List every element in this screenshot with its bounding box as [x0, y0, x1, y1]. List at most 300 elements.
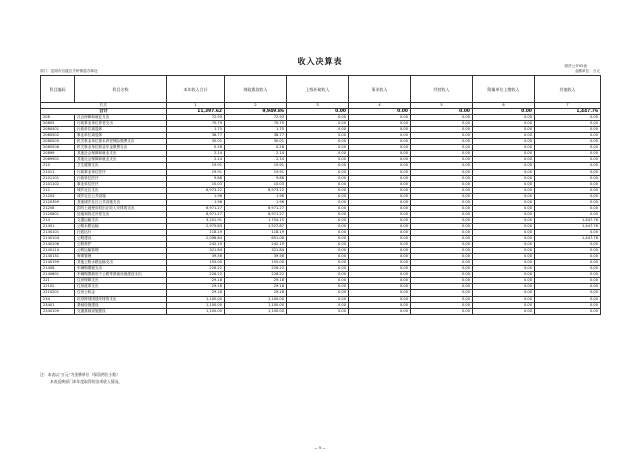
- page-number: — 5 —: [314, 446, 326, 450]
- cell-code: 2140601: [41, 272, 75, 278]
- cell-amount: 0.00: [411, 175, 473, 181]
- cell-amount: 0.00: [535, 199, 601, 205]
- cell-amount: 0.00: [411, 223, 473, 229]
- cell-amount: 0.00: [473, 193, 535, 199]
- cell-amount: 0.00: [535, 254, 601, 260]
- cell-amount: 0.00: [473, 175, 535, 181]
- cell-code: 2101102: [41, 181, 75, 187]
- total-cell: 9,949.86: [225, 109, 287, 115]
- cell-name: 国有土地使用权出让收入安排的支出: [75, 205, 167, 211]
- cell-name: 卫生健康支出: [75, 163, 167, 169]
- cell-amount: 6,973.22: [225, 187, 287, 193]
- cell-amount: 0.00: [349, 163, 411, 169]
- cell-amount: 1,527.87: [225, 223, 287, 229]
- index-cell: 5: [411, 103, 473, 109]
- cell-amount: 0.00: [473, 181, 535, 187]
- cell-amount: 1,100.00: [167, 302, 225, 308]
- cell-code: 20805: [41, 121, 75, 127]
- cell-amount: 0.00: [535, 139, 601, 145]
- cell-name: 住房保障支出: [75, 278, 167, 284]
- cell-code: 210: [41, 163, 75, 169]
- index-cell: 4: [349, 103, 411, 109]
- cell-amount: 0.00: [349, 205, 411, 211]
- cell-amount: 0.00: [287, 242, 349, 248]
- cell-amount: 0.00: [473, 211, 535, 217]
- cell-amount: 0.00: [473, 205, 535, 211]
- cell-amount: 1.75: [167, 127, 225, 133]
- cell-amount: 321.84: [225, 248, 287, 254]
- cell-name: 机关事业单位职业年金缴费支出: [75, 145, 167, 151]
- cell-amount: 1.75: [225, 127, 287, 133]
- cell-name: 事业单位离退休: [75, 133, 167, 139]
- cell-amount: 0.00: [287, 211, 349, 217]
- cell-amount: 0.00: [411, 236, 473, 242]
- cell-amount: 0.00: [287, 127, 349, 133]
- table-code: 财决公开02表: [564, 64, 587, 68]
- cell-amount: 30.01: [225, 139, 287, 145]
- cell-amount: 10.03: [167, 181, 225, 187]
- cell-amount: 0.00: [411, 157, 473, 163]
- cell-amount: 19.91: [167, 163, 225, 169]
- cell-amount: 1.96: [167, 199, 225, 205]
- cell-name: 社会保障和就业支出: [75, 115, 167, 121]
- cell-amount: 155.00: [167, 260, 225, 266]
- cell-amount: 0.00: [535, 302, 601, 308]
- cell-amount: 0.00: [535, 242, 601, 248]
- cell-amount: 0.00: [349, 290, 411, 296]
- cell-code: 21401: [41, 223, 75, 229]
- cell-amount: 0.00: [535, 308, 601, 314]
- cell-amount: 0.00: [349, 296, 411, 302]
- cell-amount: 6,971.27: [225, 211, 287, 217]
- cell-name: 征地和拆迁补偿支出: [75, 211, 167, 217]
- cell-amount: 0.00: [349, 236, 411, 242]
- cell-amount: 29.18: [167, 278, 225, 284]
- cell-amount: 1,447.76: [535, 223, 601, 229]
- cell-code: 21203: [41, 193, 75, 199]
- cell-amount: 0.00: [411, 302, 473, 308]
- cell-amount: 0.00: [349, 302, 411, 308]
- cell-amount: 0.00: [349, 175, 411, 181]
- cell-amount: 0.00: [349, 260, 411, 266]
- cell-amount: 0.00: [535, 290, 601, 296]
- cell-amount: 0.00: [287, 223, 349, 229]
- index-cell: 2: [225, 103, 287, 109]
- cell-amount: 0.00: [411, 284, 473, 290]
- cell-amount: 70.79: [225, 121, 287, 127]
- cell-amount: 29.18: [225, 284, 287, 290]
- cell-amount: 0.00: [287, 266, 349, 272]
- cell-amount: 0.00: [287, 151, 349, 157]
- cell-amount: 0.00: [473, 284, 535, 290]
- total-cell: 0.00: [349, 109, 411, 115]
- cell-name: 公路建设: [75, 236, 167, 242]
- cell-amount: 0.00: [473, 302, 535, 308]
- cell-amount: 0.00: [349, 272, 411, 278]
- cell-name: 行政事业单位医疗: [75, 169, 167, 175]
- cell-amount: 39.56: [225, 254, 287, 260]
- cell-amount: 0.00: [473, 229, 535, 235]
- cell-amount: 0.00: [411, 229, 473, 235]
- cell-amount: 1,100.00: [225, 302, 287, 308]
- cell-amount: 0.00: [349, 242, 411, 248]
- cell-code: 21406: [41, 266, 75, 272]
- total-cell: 11,397.62: [167, 109, 225, 115]
- cell-amount: 0.00: [473, 254, 535, 260]
- cell-code: 2140106: [41, 242, 75, 248]
- cell-amount: 118.19: [167, 229, 225, 235]
- cell-amount: 0.00: [411, 211, 473, 217]
- header-code: 科目编码: [41, 76, 75, 103]
- cell-amount: 38.77: [225, 133, 287, 139]
- cell-amount: 0.00: [287, 133, 349, 139]
- cell-amount: 1,447.76: [535, 236, 601, 242]
- cell-amount: 2,098.84: [167, 236, 225, 242]
- cell-amount: 0.00: [287, 205, 349, 211]
- cell-name: 公路养护: [75, 242, 167, 248]
- cell-amount: 39.56: [167, 254, 225, 260]
- cell-amount: 0.00: [411, 145, 473, 151]
- cell-name: 其他社会保障和就业支出: [75, 157, 167, 163]
- cell-amount: 0.00: [473, 187, 535, 193]
- cell-code: 2140199: [41, 260, 75, 266]
- cell-amount: 0.00: [473, 278, 535, 284]
- cell-amount: 0.00: [349, 266, 411, 272]
- cell-name: 交通运输支出: [75, 217, 167, 223]
- cell-amount: 0.00: [411, 260, 473, 266]
- cell-amount: 0.00: [287, 260, 349, 266]
- cell-name: 住房改革支出: [75, 284, 167, 290]
- cell-amount: 0.00: [535, 169, 601, 175]
- cell-code: 2080502: [41, 133, 75, 139]
- cell-amount: 2.14: [167, 157, 225, 163]
- cell-amount: 2.14: [225, 157, 287, 163]
- cell-amount: 0.00: [349, 229, 411, 235]
- cell-name: 其他社会保障和就业支出: [75, 151, 167, 157]
- cell-amount: 0.00: [473, 296, 535, 302]
- cell-amount: 0.00: [411, 266, 473, 272]
- cell-amount: 0.00: [535, 260, 601, 266]
- header-superior-subsidy: 上级补助收入: [287, 76, 349, 103]
- cell-name: 行政事业单位养老支出: [75, 121, 167, 127]
- cell-code: 208: [41, 115, 75, 121]
- cell-amount: 0.00: [535, 229, 601, 235]
- cell-amount: 2.14: [167, 151, 225, 157]
- cell-name: 公路运输管理: [75, 248, 167, 254]
- cell-amount: 0.00: [349, 187, 411, 193]
- cell-amount: 0.00: [411, 199, 473, 205]
- cell-amount: 0.00: [349, 199, 411, 205]
- cell-amount: 1.96: [225, 193, 287, 199]
- cell-amount: 0.00: [411, 139, 473, 145]
- cell-amount: 226.22: [167, 266, 225, 272]
- cell-amount: 0.00: [349, 254, 411, 260]
- cell-amount: 0.00: [473, 260, 535, 266]
- cell-amount: 0.00: [473, 133, 535, 139]
- cell-amount: 0.00: [287, 278, 349, 284]
- cell-code: 2080505: [41, 139, 75, 145]
- cell-amount: 72.93: [225, 115, 287, 121]
- cell-amount: 72.93: [167, 115, 225, 121]
- cell-amount: 0.00: [287, 115, 349, 121]
- cell-amount: 0.00: [411, 181, 473, 187]
- cell-amount: 1.96: [167, 193, 225, 199]
- cell-amount: 0.00: [473, 121, 535, 127]
- index-cell: 3: [287, 103, 349, 109]
- cell-amount: 38.77: [167, 133, 225, 139]
- cell-amount: 0.00: [473, 145, 535, 151]
- cell-amount: 0.00: [473, 272, 535, 278]
- cell-amount: 0.00: [349, 248, 411, 254]
- cell-amount: 0.00: [287, 284, 349, 290]
- cell-code: 2080501: [41, 127, 75, 133]
- cell-amount: 30.01: [167, 139, 225, 145]
- cell-amount: 0.00: [287, 236, 349, 242]
- cell-amount: 0.00: [349, 169, 411, 175]
- cell-amount: 0.00: [287, 248, 349, 254]
- cell-amount: 0.00: [535, 205, 601, 211]
- cell-name: 机关事业单位基本养老保险缴费支出: [75, 139, 167, 145]
- cell-amount: 0.00: [287, 139, 349, 145]
- cell-amount: 0.00: [411, 278, 473, 284]
- cell-amount: 0.00: [473, 163, 535, 169]
- cell-amount: 0.00: [411, 151, 473, 157]
- cell-amount: 0.26: [167, 145, 225, 151]
- index-cell: 7: [535, 103, 601, 109]
- cell-amount: 1,754.15: [225, 217, 287, 223]
- cell-amount: 0.00: [349, 127, 411, 133]
- header-affiliate-income: 附属单位上缴收入: [473, 76, 535, 103]
- cell-amount: 0.00: [535, 272, 601, 278]
- cell-amount: 0.00: [287, 157, 349, 163]
- cell-amount: 0.00: [473, 290, 535, 296]
- header-other-income: 其他收入: [535, 76, 601, 103]
- cell-amount: 0.00: [411, 133, 473, 139]
- cell-amount: 0.00: [349, 211, 411, 217]
- cell-amount: 1,100.00: [167, 308, 225, 314]
- cell-amount: 0.00: [411, 242, 473, 248]
- cell-code: 212: [41, 187, 75, 193]
- cell-amount: 0.00: [473, 236, 535, 242]
- cell-amount: 0.00: [349, 308, 411, 314]
- cell-code: 2140101: [41, 229, 75, 235]
- cell-name: 城乡社区支出: [75, 187, 167, 193]
- header-business-income: 事业收入: [349, 76, 411, 103]
- income-table: [40, 75, 601, 315]
- cell-amount: 0.00: [411, 272, 473, 278]
- cell-name: 基础设施建设: [75, 302, 167, 308]
- cell-amount: 0.00: [349, 133, 411, 139]
- cell-amount: 0.00: [287, 193, 349, 199]
- header-fiscal-appropriation: 财政拨款收入: [225, 76, 287, 103]
- cell-amount: 0.00: [287, 163, 349, 169]
- index-label: 栏次: [41, 103, 167, 109]
- cell-amount: 1.96: [225, 199, 287, 205]
- cell-amount: 9.88: [167, 175, 225, 181]
- total-cell: 0.00: [411, 109, 473, 115]
- cell-amount: 0.00: [411, 205, 473, 211]
- cell-code: 234: [41, 296, 75, 302]
- cell-amount: 0.00: [349, 193, 411, 199]
- cell-amount: 0.00: [411, 121, 473, 127]
- cell-amount: 242.19: [225, 242, 287, 248]
- cell-code: 2101101: [41, 175, 75, 181]
- cell-amount: 0.00: [535, 127, 601, 133]
- cell-amount: 0.00: [535, 145, 601, 151]
- cell-code: 2120801: [41, 211, 75, 217]
- cell-amount: 0.00: [287, 308, 349, 314]
- cell-amount: 19.91: [225, 163, 287, 169]
- total-cell: 0.00: [287, 109, 349, 115]
- cell-amount: 0.00: [473, 308, 535, 314]
- cell-code: 20899: [41, 151, 75, 157]
- cell-amount: 0.00: [535, 193, 601, 199]
- cell-amount: 1,100.00: [167, 296, 225, 302]
- cell-amount: 0.00: [535, 296, 601, 302]
- cell-amount: 0.00: [535, 248, 601, 254]
- cell-amount: 29.18: [167, 290, 225, 296]
- cell-amount: 0.00: [473, 223, 535, 229]
- cell-amount: 0.00: [535, 121, 601, 127]
- cell-amount: 118.19: [225, 229, 287, 235]
- cell-name: 抗疫特别国债安排的支出: [75, 296, 167, 302]
- cell-amount: 0.00: [535, 157, 601, 163]
- cell-amount: 0.00: [473, 127, 535, 133]
- cell-amount: 0.00: [287, 145, 349, 151]
- cell-name: 城乡社区公共设施: [75, 193, 167, 199]
- table-row: [41, 308, 601, 314]
- cell-amount: 0.00: [535, 175, 601, 181]
- cell-amount: 0.00: [473, 242, 535, 248]
- total-label: 合计: [41, 109, 167, 115]
- cell-amount: 0.00: [287, 181, 349, 187]
- cell-amount: 0.00: [411, 248, 473, 254]
- cell-amount: 0.00: [287, 272, 349, 278]
- cell-amount: 6,971.27: [167, 211, 225, 217]
- cell-amount: 6,971.27: [167, 205, 225, 211]
- cell-code: 23401: [41, 302, 75, 308]
- cell-amount: 0.00: [287, 296, 349, 302]
- cell-code: 22102: [41, 284, 75, 290]
- cell-amount: 242.19: [167, 242, 225, 248]
- cell-code: 2080506: [41, 145, 75, 151]
- cell-amount: 29.18: [167, 284, 225, 290]
- cell-amount: 0.00: [411, 115, 473, 121]
- cell-amount: 0.00: [473, 217, 535, 223]
- cell-amount: 0.00: [473, 139, 535, 145]
- cell-amount: 0.00: [349, 121, 411, 127]
- note-line: 本表反映部门本年度取得的各项收入情况。: [50, 378, 123, 384]
- table-notes: [40, 372, 122, 385]
- cell-amount: 0.00: [349, 284, 411, 290]
- cell-amount: 2,975.63: [167, 223, 225, 229]
- cell-name: 行政单位医疗: [75, 175, 167, 181]
- cell-amount: 0.00: [411, 296, 473, 302]
- document-title: 收入决算表: [297, 56, 343, 66]
- cell-code: 21011: [41, 169, 75, 175]
- cell-amount: 29.18: [225, 290, 287, 296]
- cell-amount: 0.00: [535, 115, 601, 121]
- cell-amount: 29.18: [225, 278, 287, 284]
- cell-amount: 0.00: [287, 187, 349, 193]
- cell-amount: 0.00: [287, 229, 349, 235]
- cell-amount: 1,100.00: [225, 296, 287, 302]
- cell-amount: 0.00: [287, 199, 349, 205]
- cell-name: 其他公路水路运输支出: [75, 260, 167, 266]
- cell-amount: 1,447.76: [535, 217, 601, 223]
- unit-label: 金额单位：万元: [574, 69, 600, 73]
- cell-amount: 0.00: [411, 254, 473, 260]
- cell-name: 住房公积金: [75, 290, 167, 296]
- cell-name: 行政单位离退休: [75, 127, 167, 133]
- cell-code: 2340109: [41, 308, 75, 314]
- cell-amount: 226.22: [225, 272, 287, 278]
- cell-amount: 0.00: [535, 163, 601, 169]
- cell-amount: 0.00: [349, 181, 411, 187]
- total-cell: 0.00: [473, 109, 535, 115]
- cell-amount: 0.00: [535, 284, 601, 290]
- cell-amount: 0.00: [287, 290, 349, 296]
- cell-amount: 0.00: [473, 248, 535, 254]
- cell-amount: 0.00: [411, 290, 473, 296]
- cell-name: 行政运行: [75, 229, 167, 235]
- cell-amount: 0.00: [535, 133, 601, 139]
- cell-amount: 0.00: [473, 199, 535, 205]
- cell-amount: 0.00: [349, 115, 411, 121]
- cell-code: 221: [41, 278, 75, 284]
- index-cell: 1: [167, 103, 225, 109]
- header-name: 科目名称: [75, 76, 167, 103]
- cell-amount: 0.00: [287, 302, 349, 308]
- cell-code: 2089901: [41, 157, 75, 163]
- header-total-income: 本年收入合计: [167, 76, 225, 103]
- cell-name: 事业单位医疗: [75, 181, 167, 187]
- total-cell: 1,447.76: [535, 109, 601, 115]
- cell-amount: 0.00: [287, 254, 349, 260]
- cell-name: 车辆购置税支出: [75, 266, 167, 272]
- cell-amount: 9.88: [225, 175, 287, 181]
- cell-amount: 0.00: [349, 145, 411, 151]
- cell-amount: 0.00: [473, 157, 535, 163]
- cell-amount: 0.00: [287, 175, 349, 181]
- cell-amount: 0.00: [349, 139, 411, 145]
- cell-amount: 0.00: [473, 115, 535, 121]
- cell-amount: 226.22: [167, 272, 225, 278]
- cell-amount: 0.00: [473, 266, 535, 272]
- cell-amount: 0.00: [349, 157, 411, 163]
- cell-name: 交通基础设施建设: [75, 308, 167, 314]
- cell-amount: 1,100.00: [225, 308, 287, 314]
- cell-amount: 6,973.22: [167, 187, 225, 193]
- cell-amount: 0.00: [411, 308, 473, 314]
- cell-amount: 0.00: [411, 127, 473, 133]
- cell-amount: 10.03: [225, 181, 287, 187]
- note-line: 注：本表以“万元”为金额单位（保留两位小数）: [40, 372, 120, 377]
- cell-code: 2210201: [41, 290, 75, 296]
- cell-code: 2140104: [41, 236, 75, 242]
- cell-name: 车辆购置税用于公路等基础设施建设支出: [75, 272, 167, 278]
- cell-amount: 0.00: [411, 187, 473, 193]
- cell-amount: 0.00: [473, 151, 535, 157]
- cell-amount: 70.79: [167, 121, 225, 127]
- cell-amount: 0.00: [411, 163, 473, 169]
- cell-amount: 0.00: [535, 266, 601, 272]
- cell-amount: 0.00: [535, 211, 601, 217]
- cell-amount: 0.00: [287, 169, 349, 175]
- cell-amount: 0.00: [349, 151, 411, 157]
- cell-amount: 2.14: [225, 151, 287, 157]
- cell-name: 海事管理: [75, 254, 167, 260]
